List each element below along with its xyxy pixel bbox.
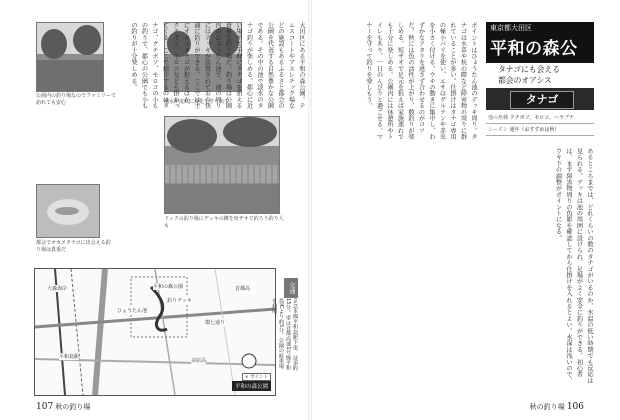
map-highway-label: 首都高 [235,286,251,292]
map-school-label: 美原高 [191,358,207,364]
traffic-text: 京急本線平和島駅下車、徒歩約15分。車は首都高速1号線平和島ICより約5分。公園の駐車場を利用。 [271,298,298,371]
left-body-column: 大田区にある平和の森公園。テニスコートやアスレチック場などの施設もあるふるさと都会の公園を代表する自然豊かな公園である。その中の池で淡水のタナゴ釣りが楽しめる。都心に近い場所で手軽にタナゴを狙える貴重な釣り場だ。釣り場は公園内のひょうたん池で、池の周りにはデッキが設置されており快適に釣りができる。ここでは主にオカメタナゴが狙えるほか、クチボソ、モロコなども掛かってくる。ここで紹介するのはタナゴ、クチボソ、モロコの小もの釣りで、都心の公園でも小もの釣りが十分楽しめる。 [130,22,305,109]
map-deck-label: 釣りデッキ [167,298,192,304]
other-fish-key: 他の魚種 [488,115,509,121]
map-legend: × ポイント [242,373,271,381]
photo3-caption: ドックの釣り場にデッキの構を短ザオで釣ろう釣り人も [164,216,284,229]
map-keihin-label: 平和島駅 [59,354,80,360]
traffic-tag: 交通 [284,278,298,298]
season-key: シーズン [488,127,508,133]
map-road-label: 環七通り [205,320,226,326]
left-footer [36,402,90,412]
photo1-caption: 公園内の釣り場なのでファミリーで訪れても安心 [36,93,116,106]
photo-deck-anglers [164,116,280,214]
right-body-upper: ポイントはひょうたん池のデッキ周り。タナゴは水草や杭の際など障害物の周りに群れていることが多い。仕掛けはタナゴ専用の極小バリを使い、エサはグルテンや赤虫を小さく付ける。ウキの動きに集中し、わずかなアタリを逃さず合わせるのがコツだ。秋には魚の活性が上がり、数釣りが楽しめる。短ザオで足元を狙えば家族連れでも十分に楽しめる。公園内には休憩所やトイレもあり、一日のんびりと過ごせる。マナーを守って釣りを楽しもう。 [365,22,477,140]
left-footer-label: 秋の釣り場 [55,403,91,411]
photo-tanago-hand [36,184,100,238]
area-label: 東京都大田区 [486,22,594,35]
season-line [486,126,594,136]
tagline-line1: タナゴにも会える [498,65,561,74]
tagline-line2: 都会のオアシス [498,76,552,85]
right-footer [530,402,584,412]
map-pond-label: ひょうたん池 [117,308,148,314]
access-map [34,268,276,396]
map-park-label: 平和の森公園 [153,284,184,290]
season-value: 通年（おすすめは秋） [509,127,560,133]
photo2-caption: 噴水が流れに変化を作り出す [164,99,230,105]
map-title: 平和の森公園 [232,381,271,391]
park-title: 平和の森公園 [486,35,594,63]
target-fish: タナゴ [510,91,574,109]
right-page-number: 106 [566,402,584,412]
right-body-lower: あるところまでは、どれくらいの数のタナゴがいるのか、水温の低い時期でも反応は見られる。デッキは池の周囲に設けられ、足場がよく安全に釣りができる。初心者は、まず障害物周りの魚影を確認してから仕掛けを入れるとよい。水深は浅いので、ウキ下の調整がポイントになる。 [554,148,593,384]
right-footer-label: 秋の釣り場 [529,403,565,411]
other-fish-line [486,114,594,124]
map-station-label: 大森海岸 [47,286,68,292]
page-gutter [308,0,312,420]
photo-park-family [36,22,104,92]
tagline [486,64,594,86]
left-page-number: 107 [36,402,54,412]
photo4-caption: 都会でオカメタナゴに出会える釣り場は貴重だ [36,240,111,253]
other-fish-value: クチボソ、モロコ、ヘラブナ [509,115,575,121]
